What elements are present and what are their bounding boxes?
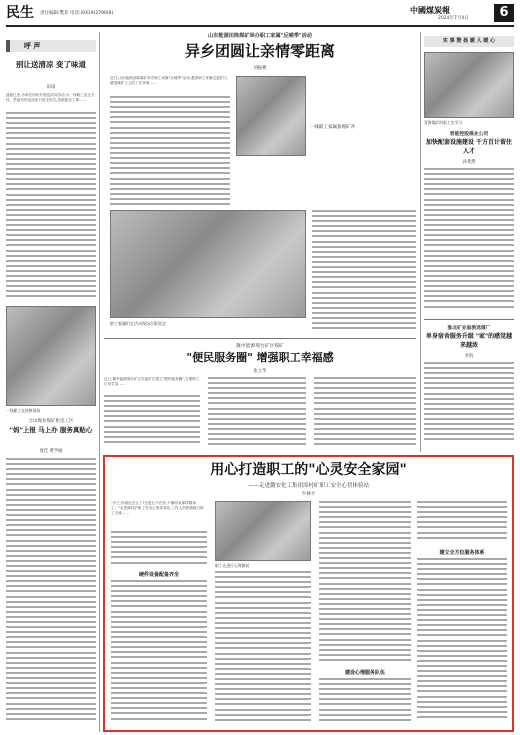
top-feature-photo-caption: 职工家属们在活动现场合影留念 [110, 321, 166, 326]
highlight-lead: "小王,你最近怎么了?总是心不在焉,不像原来那样精神了。"走进漳村矿职工安全心智体验站,工作人员热情地与职工交流…… [111, 501, 204, 516]
highlight-col-4-text-2 [417, 558, 507, 728]
middle-col-3 [314, 377, 416, 449]
right-body-2 [424, 362, 514, 450]
right-headline-2: 单身宿舍服务升级 "家"的感觉越来越浓 [425, 333, 513, 349]
highlight-headline: 用心打造职工的"心灵安全家园" [210, 462, 407, 478]
top-feature-side-caption: 一线职工家属参观矿井 [310, 125, 355, 130]
highlight-col-3-text-2 [319, 678, 411, 728]
left-column [6, 32, 96, 732]
right-byline-1: 孙斐然 [462, 160, 476, 165]
highlight-col-1-text [111, 531, 207, 569]
right-headline-1: 加快配套设施建设 千方百计留住人才 [425, 139, 513, 155]
top-feature-col-1 [110, 96, 230, 210]
right-byline-2: 李海 [464, 354, 474, 359]
highlight-col-1-text-2 [111, 580, 207, 728]
left-lower-byline: 庞佳 黄学丽 [39, 449, 63, 454]
left-headline: 别让送清凉 变了味道 [15, 60, 87, 69]
page-number: 6 [494, 4, 514, 22]
top-feature-lead: 近日,山东能源田陈煤矿举办职工家属"反哺季"活动,邀请职工家属走进矿区,感受煤矿工人的工作环境…… [110, 76, 229, 86]
top-feature-side-photo [236, 76, 306, 156]
top-feature-byline: 刘振彬 [253, 66, 267, 71]
middle-headline: "便民服务圈" 增强职工幸福感 [186, 351, 334, 364]
highlight-section-1: 硬件设备配备齐全 [138, 572, 179, 578]
left-byline: 田雨 [46, 85, 56, 90]
middle-kicker: 冀中能源邢台矿区煤矿 [236, 344, 284, 349]
middle-byline: 张立华 [253, 369, 267, 374]
middle-rule [104, 338, 416, 339]
right-divider [420, 32, 421, 452]
editor-line: 责任编辑:樊菲 电话:(0419)2790(8) [40, 11, 114, 16]
masthead [6, 4, 514, 24]
right-top-caption: 青海煤矿的职工在学习 [424, 120, 462, 125]
highlight-byline: 牛林平 [301, 492, 316, 497]
highlight-col-2-text [215, 571, 311, 728]
left-photo-caption: 一线职工在检修现场 [6, 408, 41, 413]
highlight-section-3: 建立全方位服务体系 [439, 550, 485, 556]
masthead-rule [6, 25, 514, 27]
middle-feature [104, 342, 416, 450]
right-top-photo [424, 52, 514, 118]
left-lower-body [6, 458, 96, 730]
left-divider [99, 32, 100, 732]
highlight-photo [215, 501, 311, 561]
top-feature-col-2 [312, 210, 416, 332]
highlight-article [103, 455, 514, 732]
left-kicker-box [6, 40, 96, 52]
right-section-rule [424, 319, 514, 320]
left-lower-subhead: 合山煤业煤矿机电工区 [28, 419, 74, 424]
date-line: 2024年7月4日 [438, 16, 469, 21]
highlight-photo-caption: 职工在进行心理测试 [215, 563, 250, 568]
left-kicker: 呼 声 [24, 42, 41, 50]
middle-col-2 [208, 377, 306, 449]
left-photo [6, 306, 96, 406]
left-body-lead: 盛夏已至,各单位纷纷开展送清凉活动,为一线职工送去关怀。然而有的送清凉只是走形式,拍照留念了事…… [6, 93, 95, 103]
left-body-text [6, 112, 96, 302]
section-label: 民生 [6, 5, 34, 21]
left-lower-headline: "妈"上报 马上办 服务真贴心 [9, 426, 93, 434]
paper-name: 中國煤炭報 [410, 5, 450, 15]
top-feature-headline: 异乡团圆让亲情零距离 [184, 42, 335, 60]
top-feature-main-photo [110, 210, 306, 318]
right-kicker: 实 事 赞 扬 暖 人 暖 心 [442, 38, 496, 44]
top-feature [104, 30, 416, 335]
highlight-section-2: 建设心理服务队伍 [344, 670, 385, 676]
highlight-col-3-text [319, 501, 411, 667]
right-column [424, 32, 514, 452]
top-feature-kicker: 山东能源田陈煤矿举办职工家属"反哺季"活动 [208, 33, 312, 39]
right-subhead-2: 淮北矿业临涣选煤厂 [447, 326, 491, 331]
highlight-col-4-text [417, 501, 507, 547]
middle-col-1 [104, 395, 200, 449]
right-subhead-1: 晋能控股煤业公司 [449, 132, 489, 137]
highlight-subtitle: ——走进潞安化工集团漳村矿职工安全心智体验站 [247, 483, 369, 489]
right-kicker-box [424, 36, 514, 47]
middle-lead: 近日,冀中能源邢台矿区东庞矿区建立"便民服务圈",方便职工日常生活…… [104, 377, 200, 387]
right-body-1 [424, 168, 514, 316]
